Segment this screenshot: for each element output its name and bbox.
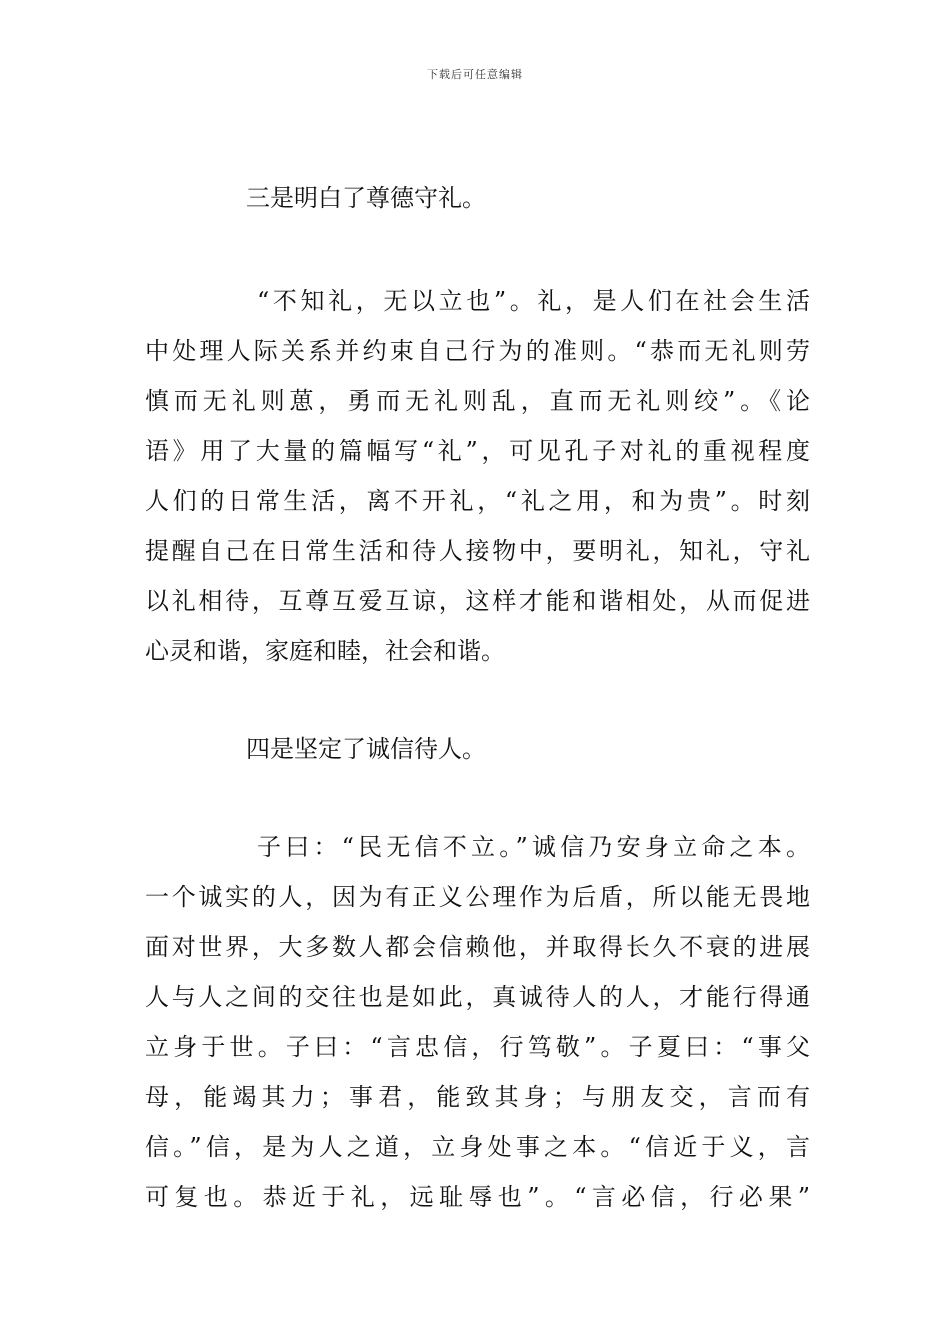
paragraph-line: “不知礼，无以立也”。礼，是人们在社会生活 bbox=[257, 287, 810, 315]
section-3-paragraph bbox=[145, 276, 810, 676]
paragraph-line: 提醒自己在日常生活和待人接物中，要明礼，知礼，守礼 bbox=[145, 537, 810, 565]
paragraph-line: 信。”信，是为人之道，立身处事之本。“信近于义，言 bbox=[145, 1133, 810, 1161]
page-header: 下载后可任意编辑 bbox=[427, 68, 523, 81]
paragraph-line: 子曰：“民无信不立。”诚信乃安身立命之本。 bbox=[257, 833, 810, 861]
section-heading-4: 四是坚定了诚信待人。 bbox=[246, 735, 486, 763]
paragraph-line: 面对世界，大多数人都会信赖他，并取得长久不衰的进展 bbox=[145, 933, 810, 961]
paragraph-line: 心灵和谐，家庭和睦，社会和谐。 bbox=[145, 637, 505, 665]
paragraph-line: 立身于世。子曰：“言忠信，行笃敬”。子夏曰：“事父 bbox=[145, 1033, 810, 1061]
paragraph-line: 母，能竭其力；事君，能致其身；与朋友交，言而有 bbox=[145, 1083, 810, 1111]
paragraph-line: 慎而无礼则葸，勇而无礼则乱，直而无礼则绞”。《论 bbox=[145, 387, 810, 415]
paragraph-line: 人们的日常生活，离不开礼，“礼之用，和为贵”。时刻 bbox=[145, 487, 810, 515]
paragraph-line: 人与人之间的交往也是如此，真诚待人的人，才能行得通 bbox=[145, 983, 810, 1011]
paragraph-line: 可复也。恭近于礼，远耻辱也”。“言必信，行必果” bbox=[145, 1183, 810, 1211]
paragraph-line: 语》用了大量的篇幅写“礼”，可见孔子对礼的重视程度 bbox=[145, 437, 810, 465]
paragraph-line: 以礼相待，互尊互爱互谅，这样才能和谐相处，从而促进 bbox=[145, 587, 810, 615]
section-heading-3: 三是明白了尊德守礼。 bbox=[246, 184, 486, 212]
paragraph-line: 一个诚实的人，因为有正义公理作为后盾，所以能无畏地 bbox=[145, 883, 810, 911]
paragraph-line: 中处理人际关系并约束自己行为的准则。“恭而无礼则劳 bbox=[145, 337, 810, 365]
section-4-paragraph bbox=[145, 822, 810, 1222]
